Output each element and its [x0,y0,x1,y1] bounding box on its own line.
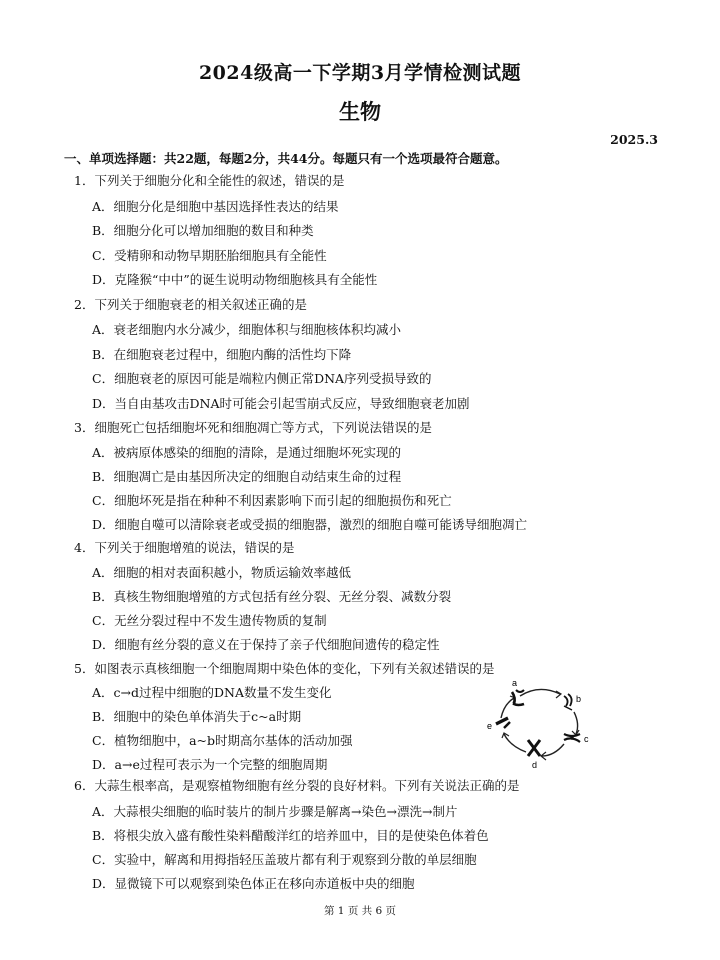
chromosome-stage-c-icon [564,734,580,742]
cycle-arrow-a-b [520,689,560,696]
chromosome-stage-d-icon [528,740,540,756]
question-6-option-b: B．将根尖放入盛有酸性染料醋酸洋红的培养皿中，目的是使染色体着色 [92,828,489,843]
chromosome-stage-e-icon [496,718,510,728]
question-6-stem: 6．大蒜生根率高，是观察植物细胞有丝分裂的良好材料。下列有关说法正确的是 [74,778,520,793]
chromosome-stage-b-icon [564,694,572,710]
question-5-stem: 5．如图表示真核细胞一个细胞周期中染色体的变化，下列有关叙述错误的是 [74,661,495,676]
cycle-arrow-c-d [542,744,564,756]
cell-cycle-diagram [484,676,594,772]
question-4-option-a: A．细胞的相对表面积越小，物质运输效率越低 [92,565,352,580]
section-heading: 一、单项选择题：共22题，每题2分，共44分。每题只有一个选项最符合题意。 [64,151,508,166]
question-6-option-a: A．大蒜根尖细胞的临时装片的制片步骤是解离→染色→漂洗→制片 [92,804,458,819]
question-6-option-d: D．显微镜下可以观察到染色体正在移向赤道板中央的细胞 [92,876,415,891]
question-2-stem: 2．下列关于细胞衰老的相关叙述正确的是 [74,297,307,312]
diagram-label-c: c [584,734,589,744]
question-5-option-c: C．植物细胞中，a~b时期高尔基体的活动加强 [92,733,353,748]
question-4-option-b: B．真核生物细胞增殖的方式包括有丝分裂、无丝分裂、减数分裂 [92,589,452,604]
question-6-option-c: C．实验中，解离和用拇指轻压盖玻片都有利于观察到分散的单层细胞 [92,852,477,867]
question-5-option-d: D．a→e过程可表示为一个完整的细胞周期 [92,757,328,772]
question-2-option-c: C．细胞衰老的原因可能是端粒内侧正常DNA序列受损导致的 [92,371,432,386]
question-4-option-c: C．无丝分裂过程中不发生遗传物质的复制 [92,613,327,628]
question-3-option-d: D．细胞自噬可以清除衰老或受损的细胞器，激烈的细胞自噬可能诱导细胞凋亡 [92,517,528,532]
question-2-option-d: D．当自由基攻击DNA时可能会引起雪崩式反应，导致细胞衰老加剧 [92,396,470,411]
diagram-label-e: e [487,721,493,731]
cycle-arrow-d-e [504,734,526,752]
arrowhead-icon [556,691,561,698]
chromosome-stage-a-icon [512,690,524,705]
question-2-option-a: A．衰老细胞内水分减少，细胞体积与细胞核体积均减小 [92,322,402,337]
exam-title: 2024级高一下学期3月学情检测试题 [198,62,522,84]
question-1-option-d: D．克隆猴“中中”的诞生说明动物细胞核具有全能性 [92,272,378,287]
question-1-option-b: B．细胞分化可以增加细胞的数目和种类 [92,223,314,238]
subject-title: 生物 [339,99,381,124]
question-3-stem: 3．细胞死亡包括细胞坏死和细胞凋亡等方式，下列说法错误的是 [74,420,432,435]
diagram-label-d: d [532,760,538,770]
exam-date: 2025.3 [610,132,658,147]
question-2-option-b: B．在细胞衰老过程中，细胞内酶的活性均下降 [92,347,352,362]
question-3-option-a: A．被病原体感染的细胞的清除，是通过细胞坏死实现的 [92,445,402,460]
question-4-stem: 4．下列关于细胞增殖的说法，错误的是 [74,540,295,555]
question-4-option-d: D．细胞有丝分裂的意义在于保持了亲子代细胞间遗传的稳定性 [92,637,440,652]
page-footer: 第 1 页 共 6 页 [323,905,397,917]
diagram-label-a: a [512,678,518,688]
cycle-arrow-e-a [501,698,514,718]
question-1-option-c: C．受精卵和动物早期胚胎细胞具有全能性 [92,248,327,263]
cycle-arrow-b-c [574,712,578,734]
question-3-option-b: B．细胞凋亡是由基因所决定的细胞自动结束生命的过程 [92,469,402,484]
diagram-label-b: b [576,694,582,704]
question-5-option-b: B．细胞中的染色单体消失于c~a时期 [92,709,302,724]
question-5-option-a: A．c→d过程中细胞的DNA数量不发生变化 [92,685,332,700]
question-3-option-c: C．细胞坏死是指在种种不利因素影响下而引起的细胞损伤和死亡 [92,493,452,508]
question-1-stem: 1．下列关于细胞分化和全能性的叙述，错误的是 [74,173,345,188]
question-1-option-a: A．细胞分化是细胞中基因选择性表达的结果 [92,199,339,214]
